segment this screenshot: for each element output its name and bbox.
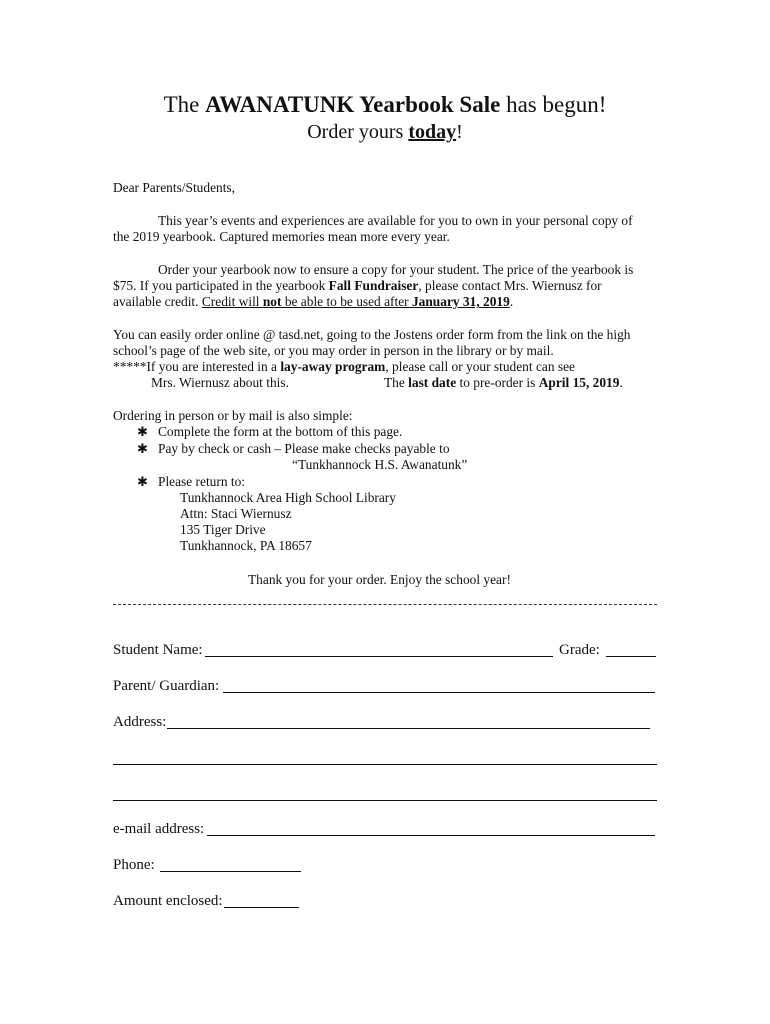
paragraph-3-line-2: school’s page of the web site, or you may order in person in the library or by mail.	[113, 343, 554, 358]
phone-field[interactable]	[160, 871, 301, 872]
paragraph-2-line-1: Order your yearbook now to ensure a copy for your student. The price of the yearbook is	[158, 262, 634, 277]
email-field[interactable]	[207, 835, 655, 836]
phone-label: Phone:	[113, 857, 155, 873]
paragraph-3-line-4a: Mrs. Wiernusz about this.	[151, 375, 289, 390]
address-field-line-1[interactable]	[167, 728, 650, 729]
paragraph-1-line-1: This year’s events and experiences are available for you to own in your personal copy of	[158, 213, 633, 228]
amount-enclosed-field[interactable]	[224, 907, 299, 908]
student-name-field[interactable]	[205, 656, 553, 657]
bullet-complete-form: Complete the form at the bottom of this page.	[158, 424, 403, 439]
paragraph-2-line-3: available credit. Credit will not be able to be used after January 31, 2019.	[113, 294, 514, 309]
page-title: The AWANATUNK Yearbook Sale has begun!	[163, 92, 607, 117]
address-line-4: Tunkhannock, PA 18657	[180, 538, 312, 553]
cut-line-divider	[113, 604, 657, 605]
thank-you-note: Thank you for your order. Enjoy the school year!	[248, 572, 511, 587]
page-subtitle: Order yours today!	[307, 121, 463, 143]
parent-guardian-field[interactable]	[223, 692, 655, 693]
paragraph-3-line-3: *****If you are interested in a lay-away program, please call or your student can see	[113, 359, 575, 374]
grade-label: Grade:	[559, 642, 600, 658]
asterisk-bullet-icon: ✱	[137, 441, 148, 456]
amount-enclosed-label: Amount enclosed:	[113, 893, 223, 909]
address-field-line-3[interactable]	[113, 800, 657, 801]
parent-guardian-label: Parent/ Guardian:	[113, 678, 220, 694]
address-line-1: Tunkhannock Area High School Library	[180, 490, 396, 505]
paragraph-3-line-1: You can easily order online @ tasd.net, going to the Jostens order form from the link on the high	[113, 327, 631, 342]
paragraph-3-line-4b: The last date to pre-order is April 15, 2019.	[384, 375, 623, 390]
address-field-line-2[interactable]	[113, 764, 657, 765]
grade-field[interactable]	[606, 656, 656, 657]
paragraph-2-line-2: $75. If you participated in the yearbook Fall Fundraiser, please contact Mrs. Wiernusz for	[113, 278, 602, 293]
address-line-2: Attn: Staci Wiernusz	[180, 506, 292, 521]
address-line-3: 135 Tiger Drive	[180, 522, 266, 537]
asterisk-bullet-icon: ✱	[137, 424, 148, 439]
paragraph-1-line-2: the 2019 yearbook. Captured memories mean more every year.	[113, 229, 450, 244]
asterisk-bullet-icon: ✱	[137, 474, 148, 489]
bullet-pay: Pay by check or cash – Please make checks payable to	[158, 441, 450, 456]
ordering-intro: Ordering in person or by mail is also simple:	[113, 408, 353, 423]
student-name-label: Student Name:	[113, 642, 203, 658]
bullet-return: Please return to:	[158, 474, 246, 489]
greeting: Dear Parents/Students,	[113, 180, 235, 195]
email-label: e-mail address:	[113, 821, 205, 837]
address-label: Address:	[113, 714, 167, 730]
payee-name: “Tunkhannock H.S. Awanatunk”	[292, 457, 468, 472]
